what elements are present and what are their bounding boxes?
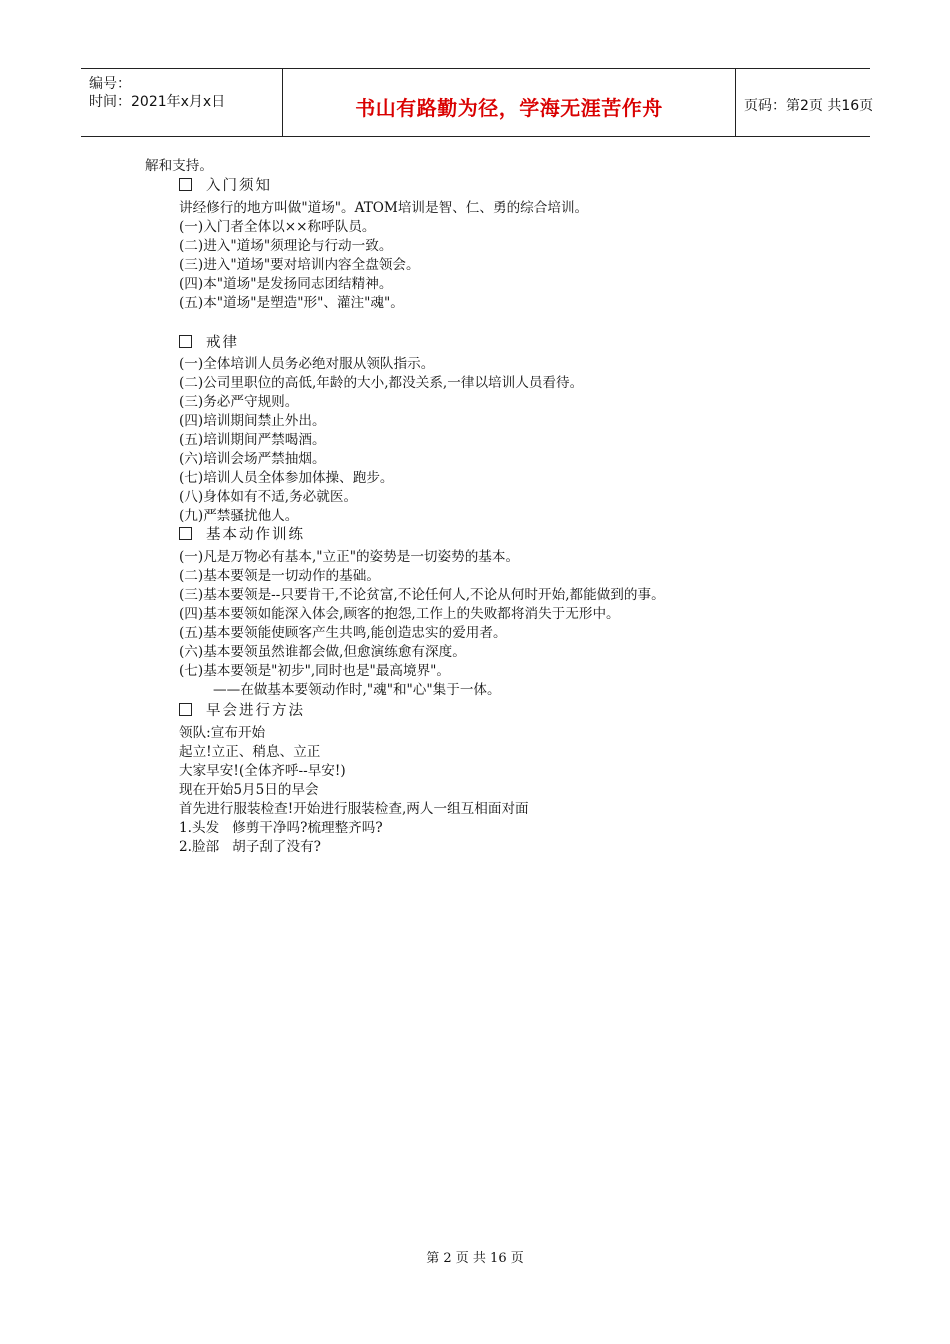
list-item: (五)基本要领能使顾客产生共鸣,能创造忠实的爱用者。 <box>179 625 507 641</box>
body-line: 现在开始5月5日的早会 <box>179 782 319 798</box>
header-motto: 书山有路勤为径，学海无涯苦作舟 <box>355 96 663 120</box>
list-item: (四)培训期间禁止外出。 <box>179 413 326 429</box>
body-line: 首先进行服装检查!开始进行服装检查,两人一组互相面对面 <box>179 801 529 817</box>
list-item: (六)培训会场严禁抽烟。 <box>179 451 326 467</box>
list-item: (七)基本要领是"初步",同时也是"最高境界"。 <box>179 663 451 679</box>
page-header <box>81 68 874 137</box>
body-line: 领队:宣布开始 <box>179 725 266 741</box>
header-left-cell <box>81 69 283 136</box>
section-heading-entry-rules: 入门须知 <box>179 177 272 196</box>
list-item: (二)进入"道场"须理论与行动一致。 <box>179 238 393 254</box>
list-item: (四)基本要领如能深入体会,顾客的抱怨,工作上的失败都将消失于无形中。 <box>179 606 620 622</box>
list-item: (五)本"道场"是塑造"形"、灌注"魂"。 <box>179 295 404 311</box>
list-item: (三)进入"道场"要对培训内容全盘领会。 <box>179 257 420 273</box>
list-item: (二)基本要领是一切动作的基础。 <box>179 568 380 584</box>
list-item: (七)培训人员全体参加体操、跑步。 <box>179 470 394 486</box>
list-item: (八)身体如有不适,务必就医。 <box>179 489 358 505</box>
header-right-cell <box>736 69 874 136</box>
checkbox-icon <box>179 335 192 348</box>
list-item: (一)全体培训人员务必绝对服从领队指示。 <box>179 356 435 372</box>
list-item: (二)公司里职位的高低,年龄的大小,都没关系,一律以培训人员看待。 <box>179 375 584 391</box>
body-line: ——在做基本要领动作时,"魂"和"心"集于一体。 <box>213 682 501 698</box>
list-item: (九)严禁骚扰他人。 <box>179 508 299 524</box>
body-line: 讲经修行的地方叫做"道场"。ATOM培训是智、仁、勇的综合培训。 <box>179 200 589 216</box>
list-item: (一)入门者全体以××称呼队员。 <box>179 219 376 235</box>
checkbox-icon <box>179 527 192 540</box>
document-date: 时间：2021年x月x日 <box>89 94 226 110</box>
body-line: 解和支持。 <box>145 158 213 174</box>
list-item: (一)凡是万物必有基本,"立正"的姿势是一切姿势的基本。 <box>179 549 520 565</box>
page-footer: 第 2 页 共 16 页 <box>426 1251 524 1266</box>
list-item: (六)基本要领虽然谁都会做,但愈演练愈有深度。 <box>179 644 466 660</box>
body-line: 大家早安!(全体齐呼--早安!) <box>179 763 346 779</box>
document-number-label: 编号： <box>89 76 131 92</box>
checkbox-icon <box>179 703 192 716</box>
checkbox-icon <box>179 178 192 191</box>
header-page-info: 页码：第2页 共16页 <box>744 98 874 114</box>
section-heading-basic-training: 基本动作训练 <box>179 526 305 545</box>
section-heading-morning-meeting: 早会进行方法 <box>179 702 305 721</box>
body-line: 1.头发 修剪干净吗?梳理整齐吗? <box>179 820 383 836</box>
body-line: 2.脸部 胡子刮了没有? <box>179 839 321 855</box>
list-item: (五)培训期间严禁喝酒。 <box>179 432 326 448</box>
body-line: 起立!立正、稍息、立正 <box>179 744 321 760</box>
section-heading-discipline: 戒律 <box>179 334 239 353</box>
list-item: (四)本"道场"是发扬同志团结精神。 <box>179 276 393 292</box>
list-item: (三)务必严守规则。 <box>179 394 299 410</box>
list-item: (三)基本要领是--只要肯干,不论贫富,不论任何人,不论从何时开始,都能做到的事。 <box>179 587 665 603</box>
header-center-cell <box>283 69 736 136</box>
